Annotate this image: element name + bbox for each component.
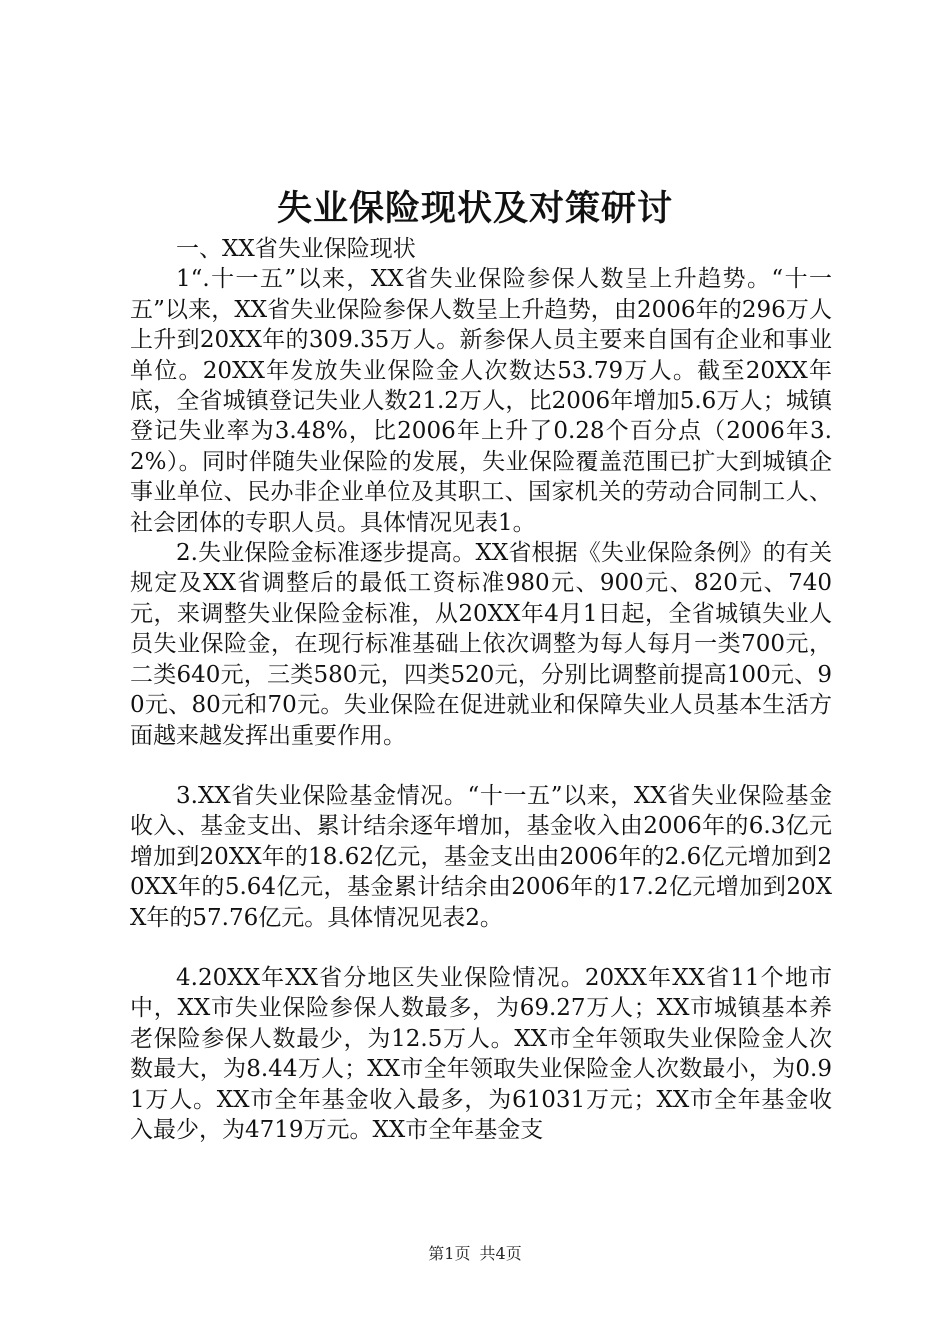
document-body xyxy=(130,234,832,1145)
paragraph-2: 2.失业保险金标准逐步提高。XX省根据《失业保险条例》的有关规定及XX省调整后的最低工资标准980元、900元、820元、740元，来调整失业保险金标准，从20XX年4月1日起，全省城镇失业人员失业保险金，在现行标准基础上依次调整为每人每月一类700元，二类640元，三类580元，四类520元，分别比调整前提高100元、90元、80元和70元。失业保险在促进就业和保障失业人员基本生活方面越来越发挥出重要作用。 xyxy=(130,540,832,749)
paragraph-1: 1“.十一五”以来，XX省失业保险参保人数呈上升趋势。“十一五”以来，XX省失业保险参保人数呈上升趋势，由2006年的296万人上升到20XX年的309.35万人。新参保人员主要来自国有企业和事业单位。20XX年发放失业保险金人次数达53.79万人。截至20XX年底，全省城镇登记失业人数21.2万人，比2006年增加5.6万人；城镇登记失业率为3.48%，比2006年上升了0.28个百分点（2006年3.2%）。同时伴随失业保险的发展，失业保险覆盖范围已扩大到城镇企事业单位、民办非企业单位及其职工、国家机关的劳动合同制工人、社会团体的专职人员。具体情况见表1。 xyxy=(130,266,832,536)
document-title: 失业保险现状及对策研讨 xyxy=(276,188,673,229)
page-footer xyxy=(0,1244,950,1264)
page-number: 第1页 xyxy=(428,1244,471,1263)
paragraph-4: 4.20XX年XX省分地区失业保险情况。20XX年XX省11个地市中，XX市失业保险参保人数最多，为69.27万人；XX市城镇基本养老保险参保人数最少，为12.5万人。XX市全年领取失业保险金人次数最大，为8.44万人；XX市全年领取失业保险金人次数最小，为0.91万人。XX市全年基金收入最多，为61031万元；XX市全年基金收入最少，为4719万元。XX市全年基金支 xyxy=(130,964,832,1143)
paragraph-spacer xyxy=(130,933,832,963)
page-total: 共4页 xyxy=(479,1244,522,1263)
section-heading: 一、XX省失业保险现状 xyxy=(176,236,416,262)
paragraph-spacer xyxy=(130,751,832,781)
paragraph-3: 3.XX省失业保险基金情况。“十一五”以来，XX省失业保险基金收入、基金支出、累计结余逐年增加，基金收入由2006年的6.3亿元增加到20XX年的18.62亿元，基金支出由2006年的2.6亿元增加到20XX年的5.64亿元，基金累计结余由2006年的17.2亿元增加到20XX年的57.76亿元。具体情况见表2。 xyxy=(130,782,832,931)
